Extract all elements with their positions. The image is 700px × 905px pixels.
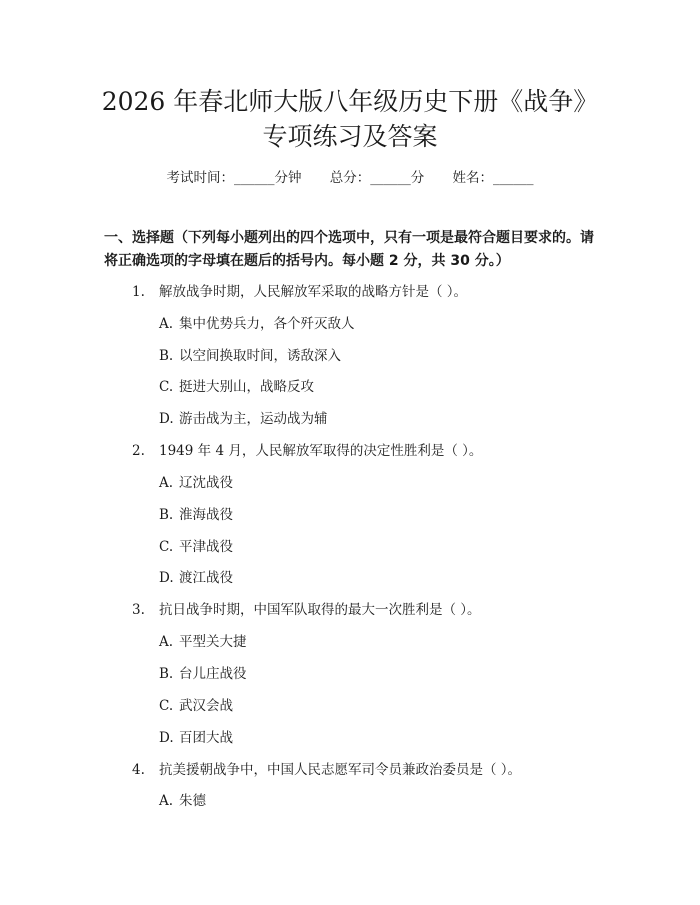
option-text: 武汉会战 bbox=[179, 698, 233, 714]
option-letter: A. bbox=[159, 634, 174, 650]
option-text: 平津战役 bbox=[179, 539, 233, 555]
document-title-line-2: 专项练习及答案 bbox=[262, 122, 438, 151]
question-3-option-a bbox=[159, 632, 247, 652]
question-text: 抗日战争时期，中国军队取得的最大一次胜利是（ ）。 bbox=[159, 602, 481, 618]
option-letter: B. bbox=[159, 666, 174, 682]
option-text: 淮海战役 bbox=[179, 507, 233, 523]
option-text: 游击战为主，运动战为辅 bbox=[179, 411, 328, 427]
option-text: 平型关大捷 bbox=[179, 634, 247, 650]
question-text: 抗美援朝战争中，中国人民志愿军司令员兼政治委员是（ ）。 bbox=[159, 762, 522, 778]
option-text: 渡江战役 bbox=[179, 570, 233, 586]
question-1-option-b bbox=[159, 346, 341, 366]
option-letter: D. bbox=[159, 411, 174, 427]
option-letter: A. bbox=[159, 316, 174, 332]
question-number: 1. bbox=[132, 284, 145, 300]
question-text: 解放战争时期，人民解放军采取的战略方针是（ ）。 bbox=[159, 284, 468, 300]
question-number: 4. bbox=[132, 762, 145, 778]
total-score-field: 总分：______分 bbox=[329, 170, 425, 186]
option-text: 集中优势兵力，各个歼灭敌人 bbox=[179, 316, 355, 332]
exam-info bbox=[0, 168, 700, 188]
option-text: 以空间换取时间，诱敌深入 bbox=[179, 348, 341, 364]
option-letter: C. bbox=[159, 698, 174, 714]
question-2-option-b bbox=[159, 505, 233, 525]
question-3-option-b bbox=[159, 664, 247, 684]
question-text: 1949 年 4 月，人民解放军取得的决定性胜利是（ ）。 bbox=[159, 443, 483, 459]
option-letter: C. bbox=[159, 539, 174, 555]
section-heading: 一、选择题（下列每小题列出的四个选项中，只有一项是最符合题目要求的。请将正确选项的字母填在题后的括号内。每小题 2 分，共 30 分。） bbox=[104, 230, 594, 269]
question-2 bbox=[132, 441, 482, 461]
question-4-option-a bbox=[159, 791, 206, 811]
question-number: 3. bbox=[132, 602, 145, 618]
question-3 bbox=[132, 600, 481, 620]
question-2-option-a bbox=[159, 473, 233, 493]
student-name-field: 姓名：______ bbox=[452, 170, 534, 186]
question-3-option-c bbox=[159, 696, 233, 716]
question-1 bbox=[132, 282, 467, 302]
option-text: 辽沈战役 bbox=[179, 475, 233, 491]
question-number: 2. bbox=[132, 443, 145, 459]
question-1-option-a bbox=[159, 314, 355, 334]
question-2-option-c bbox=[159, 537, 233, 557]
option-letter: D. bbox=[159, 730, 174, 746]
question-4 bbox=[132, 760, 521, 780]
question-1-option-c bbox=[159, 377, 314, 397]
option-letter: B. bbox=[159, 507, 174, 523]
option-text: 朱德 bbox=[179, 793, 206, 809]
document-title-line-1: 2026 年春北师大版八年级历史下册《战争》 bbox=[101, 87, 599, 116]
question-2-option-d bbox=[159, 568, 233, 588]
option-letter: A. bbox=[159, 475, 174, 491]
option-letter: A. bbox=[159, 793, 174, 809]
option-text: 挺进大别山，战略反攻 bbox=[179, 379, 314, 395]
option-letter: D. bbox=[159, 570, 174, 586]
option-letter: B. bbox=[159, 348, 174, 364]
option-letter: C. bbox=[159, 379, 174, 395]
question-1-option-d bbox=[159, 409, 328, 429]
exam-time-field: 考试时间：______分钟 bbox=[166, 170, 302, 186]
option-text: 百团大战 bbox=[179, 730, 233, 746]
question-3-option-d bbox=[159, 728, 233, 748]
option-text: 台儿庄战役 bbox=[179, 666, 247, 682]
